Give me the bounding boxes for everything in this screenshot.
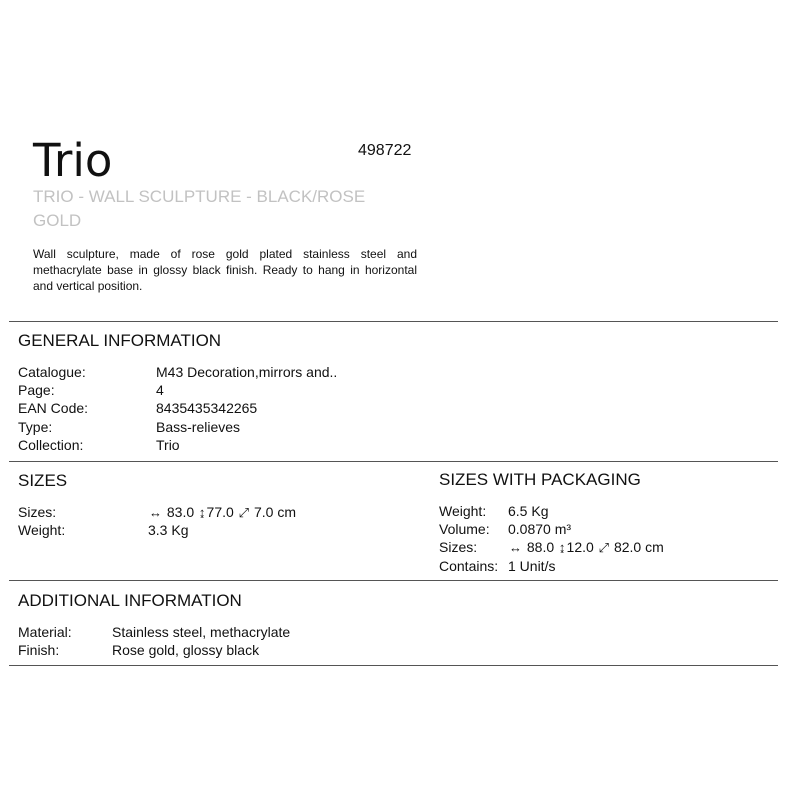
type-label: Type: [18, 419, 53, 435]
height-arrow-icon: ↨ [199, 505, 206, 520]
ean-value: 8435435342265 [156, 400, 258, 416]
width-arrow-icon: ↔ [509, 540, 522, 555]
sizes-label: Sizes: [18, 504, 57, 520]
divider [9, 665, 778, 666]
packaging-contains-value: 1 Unit/s [508, 558, 556, 574]
packaging-title: SIZES WITH PACKAGING [439, 470, 641, 489]
type-value: Bass-relieves [156, 419, 241, 435]
packaging-weight-value: 6.5 Kg [508, 503, 549, 519]
packaging-sizes-value [508, 538, 664, 557]
sizes-depth: 7.0 cm [253, 504, 296, 520]
collection-value: Trio [156, 437, 180, 453]
sizes-height: 77.0 [206, 504, 234, 520]
packaging-width: 88.0 [526, 539, 555, 555]
sizes-title: SIZES [18, 471, 68, 490]
page-value: 4 [156, 382, 164, 398]
finish-value: Rose gold, glossy black [112, 642, 260, 658]
collection-label: Collection: [18, 437, 84, 453]
depth-arrow-icon: ⤢ [598, 540, 610, 555]
height-arrow-icon: ↨ [559, 540, 566, 555]
page-label: Page: [18, 382, 55, 398]
product-subtitle: TRIO - WALL SCULPTURE - BLACK/ROSE GOLD [33, 187, 366, 230]
packaging-volume-value: 0.0870 m³ [508, 521, 572, 537]
packaging-contains-label: Contains: [439, 558, 499, 574]
product-description: Wall sculpture, made of rose gold plated stainless steel and methacrylate base in glossy black finish. Ready to hang in horizontal and vertical position. [33, 247, 417, 293]
catalogue-value: M43 Decoration,mirrors and.. [156, 364, 338, 380]
sizes-width: 83.0 [166, 504, 195, 520]
packaging-sizes-label: Sizes: [439, 539, 478, 555]
material-label: Material: [18, 624, 72, 640]
packaging-weight-label: Weight: [439, 503, 487, 519]
catalogue-label: Catalogue: [18, 364, 86, 380]
product-code: 498722 [358, 142, 412, 159]
sizes-value [148, 503, 296, 522]
packaging-volume-label: Volume: [439, 521, 490, 537]
general-information-title: GENERAL INFORMATION [18, 331, 222, 350]
ean-label: EAN Code: [18, 400, 89, 416]
packaging-height: 12.0 [566, 539, 594, 555]
packaging-depth: 82.0 cm [613, 539, 664, 555]
width-arrow-icon: ↔ [149, 505, 162, 520]
divider [9, 321, 778, 322]
material-value: Stainless steel, methacrylate [112, 624, 291, 640]
divider [9, 580, 778, 581]
sizes-weight-value: 3.3 Kg [148, 522, 189, 538]
sizes-weight-label: Weight: [18, 522, 66, 538]
finish-label: Finish: [18, 642, 60, 658]
divider [9, 461, 778, 462]
depth-arrow-icon: ⤢ [238, 505, 250, 520]
additional-information-title: ADDITIONAL INFORMATION [18, 591, 242, 610]
product-name: Trio [33, 134, 113, 187]
